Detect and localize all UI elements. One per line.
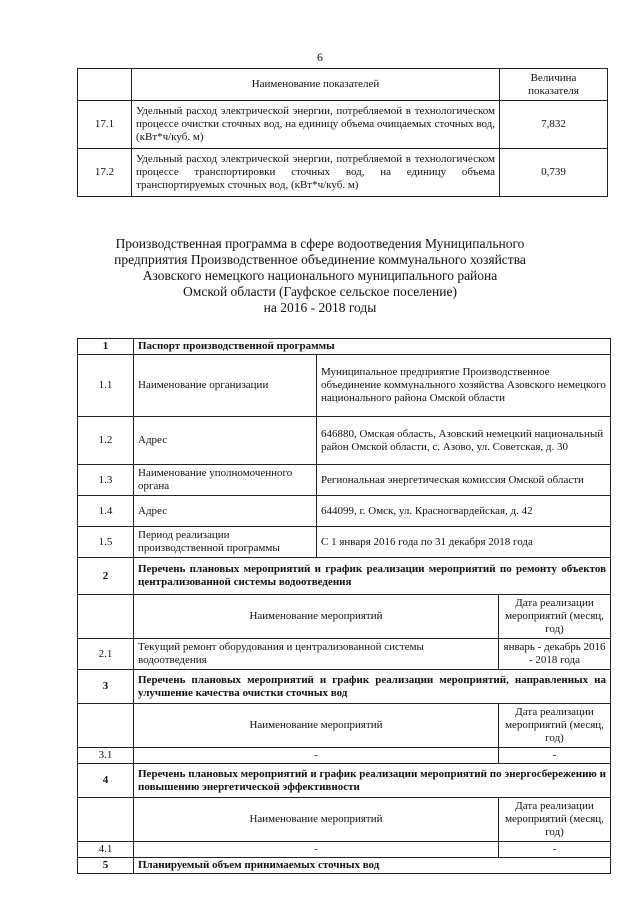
field-label: Адрес (134, 496, 317, 527)
header-event-name: Наименование мероприятий (134, 595, 499, 639)
field-value: Муниципальное предприятие Производственное объединение коммунального хозяйства Азовского немецкого национального района Омской области (317, 355, 611, 417)
row-number: 3.1 (78, 748, 134, 764)
table-row (78, 842, 611, 858)
field-label: Наименование организации (134, 355, 317, 417)
section-title: Планируемый объем принимаемых сточных вод (134, 858, 611, 874)
table-header-row (78, 595, 611, 639)
table-row (78, 748, 611, 764)
field-label: Адрес (134, 417, 317, 465)
header-event-date: Дата реализации мероприятий (месяц, год) (499, 704, 611, 748)
section-row (78, 670, 611, 704)
table-row (78, 417, 611, 465)
section-number: 5 (78, 858, 134, 874)
title-line: Омской области (Гауфское сельское поселение) (183, 284, 457, 299)
title-line: Азовского немецкого национального муниципального района (142, 268, 498, 283)
page-number: 6 (317, 50, 323, 64)
section-row (78, 858, 611, 874)
row-number: 2.1 (78, 639, 134, 670)
row-number: 1.5 (78, 527, 134, 558)
header-indicator-name: Наименование показателей (132, 69, 500, 101)
table-row (78, 149, 608, 197)
event-date: январь - декабрь 2016 - 2018 года (499, 639, 611, 670)
indicator-name: Удельный расход электрической энергии, потребляемой в технологическом процессе транспортировки сточных вод, на единицу объема транспортируемых сточных вод, (кВт*ч/куб. м) (132, 149, 500, 197)
field-value: Региональная энергетическая комиссия Омской области (317, 465, 611, 496)
field-label: Период реализации производственной программы (134, 527, 317, 558)
table-header-row (78, 798, 611, 842)
field-label: Наименование уполномоченного органа (134, 465, 317, 496)
title-line: предприятия Производственное объединение коммунального хозяйства (114, 252, 526, 267)
section-number: 4 (78, 764, 134, 798)
field-value: С 1 января 2016 года по 31 декабря 2018 года (317, 527, 611, 558)
indicator-name: Удельный расход электрической энергии, потребляемой в технологическом процессе очистки сточных вод, на единицу объема очищаемых сточных вод, (кВт*ч/куб. м) (132, 101, 500, 149)
section-number: 3 (78, 670, 134, 704)
section-number: 1 (78, 339, 134, 355)
event-name: - (134, 748, 499, 764)
section-title: Перечень плановых мероприятий и график реализации мероприятий по ремонту объектов централизованной системы водоотведения (134, 558, 611, 595)
table-row (78, 101, 608, 149)
section-row (78, 764, 611, 798)
row-number: 1.4 (78, 496, 134, 527)
event-name: Текущий ремонт оборудования и централизованной системы водоотведения (134, 639, 499, 670)
field-value: 646880, Омская область, Азовский немецкий национальный район Омской области, с. Азово, ул. Советская, д. 30 (317, 417, 611, 465)
indicator-value: 0,739 (500, 149, 608, 197)
header-event-name: Наименование мероприятий (134, 704, 499, 748)
table-row (78, 465, 611, 496)
row-number: 1.3 (78, 465, 134, 496)
table-row (78, 496, 611, 527)
event-date: - (499, 748, 611, 764)
event-name: - (134, 842, 499, 858)
header-event-date: Дата реализации мероприятий (месяц, год) (499, 798, 611, 842)
section-title: Перечень плановых мероприятий и график реализации мероприятий по энергосбережению и повышению энергетической эффективности (134, 764, 611, 798)
section-title: Перечень плановых мероприятий и график реализации мероприятий, направленных на улучшение качества очистки сточных вод (134, 670, 611, 704)
program-table (77, 338, 611, 874)
table-header-row (78, 69, 608, 101)
title-line: на 2016 - 2018 годы (263, 300, 377, 315)
indicators-table (77, 68, 608, 197)
section-number: 2 (78, 558, 134, 595)
header-indicator-value: Величина показателя (500, 69, 608, 101)
event-date: - (499, 842, 611, 858)
table-row (78, 527, 611, 558)
table-row (78, 639, 611, 670)
indicator-value: 7,832 (500, 101, 608, 149)
title-line: Производственная программа в сфере водоотведения Муниципального (115, 236, 525, 251)
table-header-row (78, 704, 611, 748)
row-number: 17.1 (78, 101, 132, 149)
row-number: 1.1 (78, 355, 134, 417)
row-number: 1.2 (78, 417, 134, 465)
section-title: Паспорт производственной программы (134, 339, 611, 355)
row-number: 4.1 (78, 842, 134, 858)
section-row (78, 558, 611, 595)
section-row (78, 339, 611, 355)
header-event-date: Дата реализации мероприятий (месяц, год) (499, 595, 611, 639)
header-event-name: Наименование мероприятий (134, 798, 499, 842)
row-number: 17.2 (78, 149, 132, 197)
field-value: 644099, г. Омск, ул. Красногвардейская, д. 42 (317, 496, 611, 527)
table-row (78, 355, 611, 417)
program-title (60, 236, 580, 316)
